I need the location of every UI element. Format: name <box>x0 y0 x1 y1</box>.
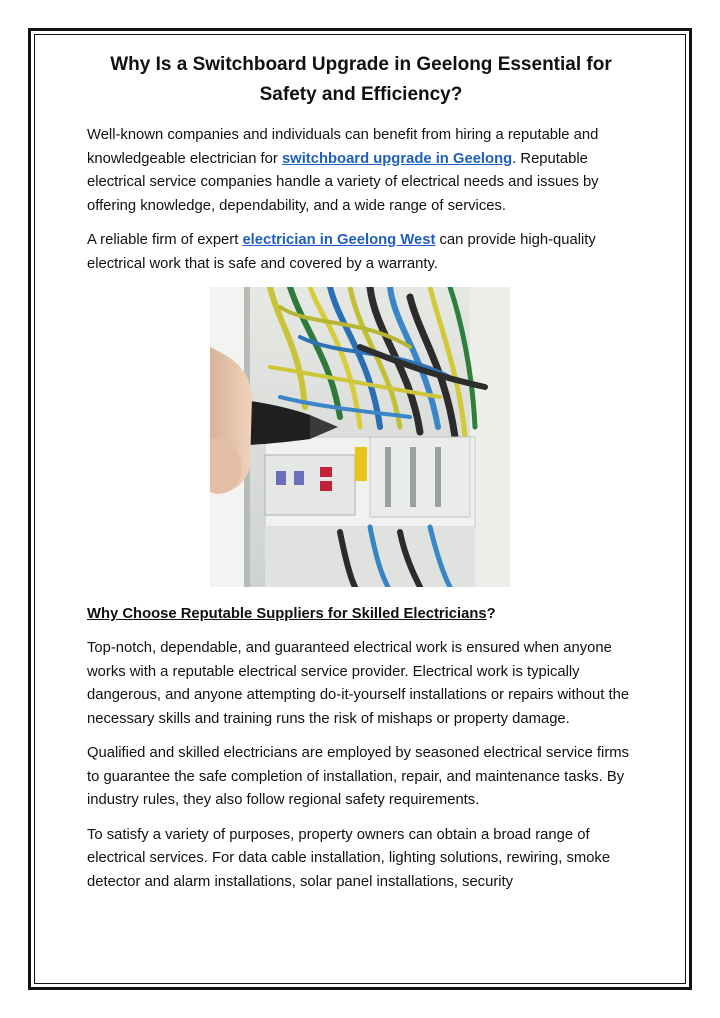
intro-text-after: . Reputable electrical service companies handle a variety of electrical needs and issues by offering knowledge, dependability, and a wide range of services. <box>87 150 599 214</box>
intro-text-before: Well-known companies and individuals can benefit from hiring a reputable and knowledgeable electrician for <box>87 127 599 167</box>
electrician-paragraph <box>87 229 635 276</box>
qualified-electricians-paragraph: Qualified and skilled electricians are employed by seasoned electrical service firms to guarantee the safe completion of installation, repair, and maintenance tasks. By industry rules, they also follow regional safety requirements. <box>87 745 629 808</box>
electrician-text-before: A reliable firm of expert <box>87 232 243 248</box>
document-title: Why Is a Switchboard Upgrade in Geelong Essential for Safety and Efficiency? <box>110 54 612 105</box>
switchboard-upgrade-link[interactable]: switchboard upgrade in Geelong <box>281 150 513 167</box>
section-heading-text: Why Choose Reputable Suppliers for Skilled Electricians <box>87 606 487 622</box>
section-heading-suffix: ? <box>486 606 496 622</box>
intro-paragraph <box>87 124 635 218</box>
document-body <box>87 50 635 905</box>
services-range-paragraph: To satisfy a variety of purposes, property owners can obtain a broad range of electrical services. For data cable installation, lighting solutions, rewiring, smoke detector and alarm installations, solar panel installations, security <box>87 826 611 890</box>
switchboard-wiring-photo <box>210 287 510 587</box>
section-heading <box>87 603 635 625</box>
electrician-text-after: can provide high-quality electrical work that is safe and covered by a warranty. <box>87 232 596 272</box>
electrician-geelong-west-link[interactable]: electrician in Geelong West <box>242 232 436 248</box>
reputable-provider-paragraph: Top-notch, dependable, and guaranteed electrical work is ensured when anyone works with a reputable electrical service provider. Electrical work is typically dangerous, and anyone attempting do-it-yourself installations or repairs without the necessary skills and training runs the risk of mishaps or property damage. <box>87 640 630 727</box>
